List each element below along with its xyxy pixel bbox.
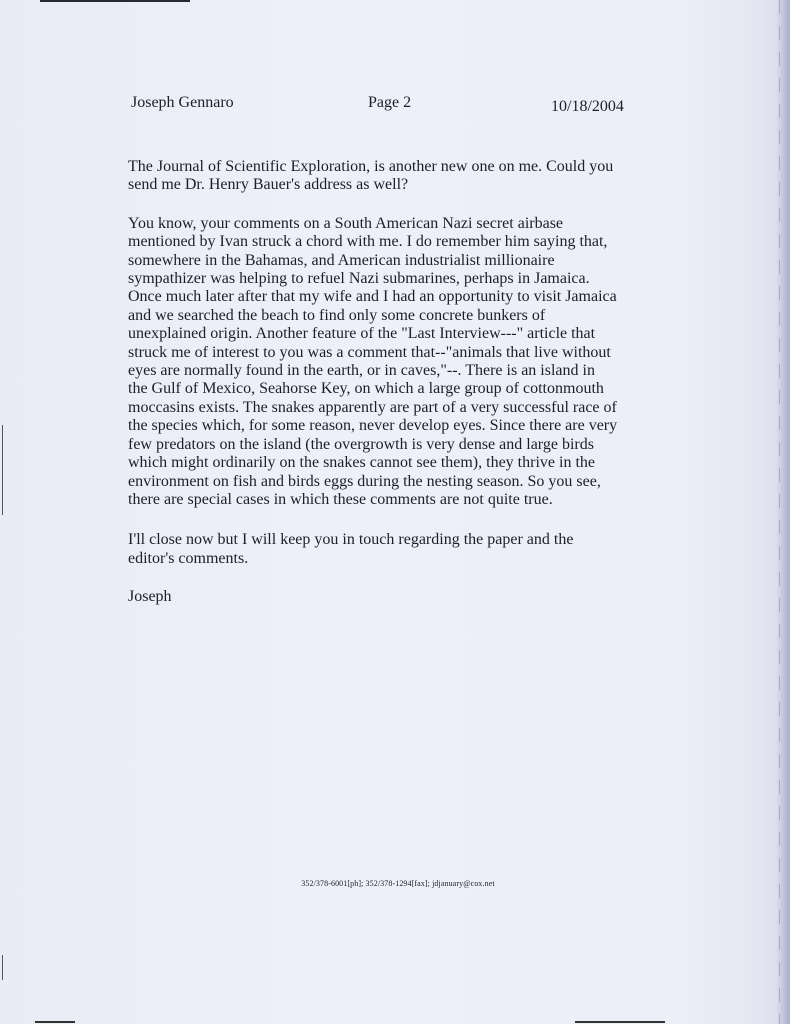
header-date: 10/18/2004 [551, 98, 624, 115]
letter-body [128, 158, 698, 607]
contact-footer [0, 879, 790, 888]
scan-right-edge-line [779, 0, 780, 1024]
scan-left-mark [2, 425, 3, 515]
signature: Joseph [128, 588, 172, 606]
paragraph-journal-request: The Journal of Scientific Exploration, is another new one on me. Could you send me Dr. Henry Bauer's address as well? [128, 158, 614, 194]
letter-header [131, 94, 651, 118]
scan-left-mark [2, 955, 3, 980]
header-page-number: Page 2 [368, 94, 412, 111]
paragraph-closing: I'll close now but I will keep you in touch regarding the paper and the editor's comments. [128, 531, 574, 567]
header-author-name: Joseph Gennaro [131, 94, 234, 111]
footer-contact-text: 352/378-6001[ph]; 352/378-1294[fax]; jdjanuary@cox.net [301, 879, 495, 888]
paragraph-main: You know, your comments on a South American Nazi secret airbase mentioned by Ivan struck a chord with me. I do remember him saying that, somewhere in the Bahamas, and American industrialist millionaire sympathizer was helping to refuel Nazi submarines, perhaps in Jamaica. Once much later after that my wife and I had an opportunity to visit Jamaica and we searched the beach to find only some concrete bunkers of unexplained origin. Another feature of the "Last Interview---" article that struck me of interest to you was a comment that--"animals that live without eyes are normally found in the earth, or in caves,"--. There is an island in the Gulf of Mexico, Seahorse Key, on which a large group of cottonmouth moccasins exists. The snakes apparently are part of a very successful race of the species which, for some reason, never develop eyes. Since there are very few predators on the island (the overgrowth is very dense and large birds which might ordinarily on the snakes cannot see them), they thrive in the environment on fish and birds eggs during the nesting season. So you see, there are special cases in which these comments are not quite true. [128, 214, 618, 508]
scan-top-rule [40, 0, 190, 2]
scan-bottom-rule [575, 1021, 665, 1023]
scan-bottom-rule [35, 1021, 75, 1023]
